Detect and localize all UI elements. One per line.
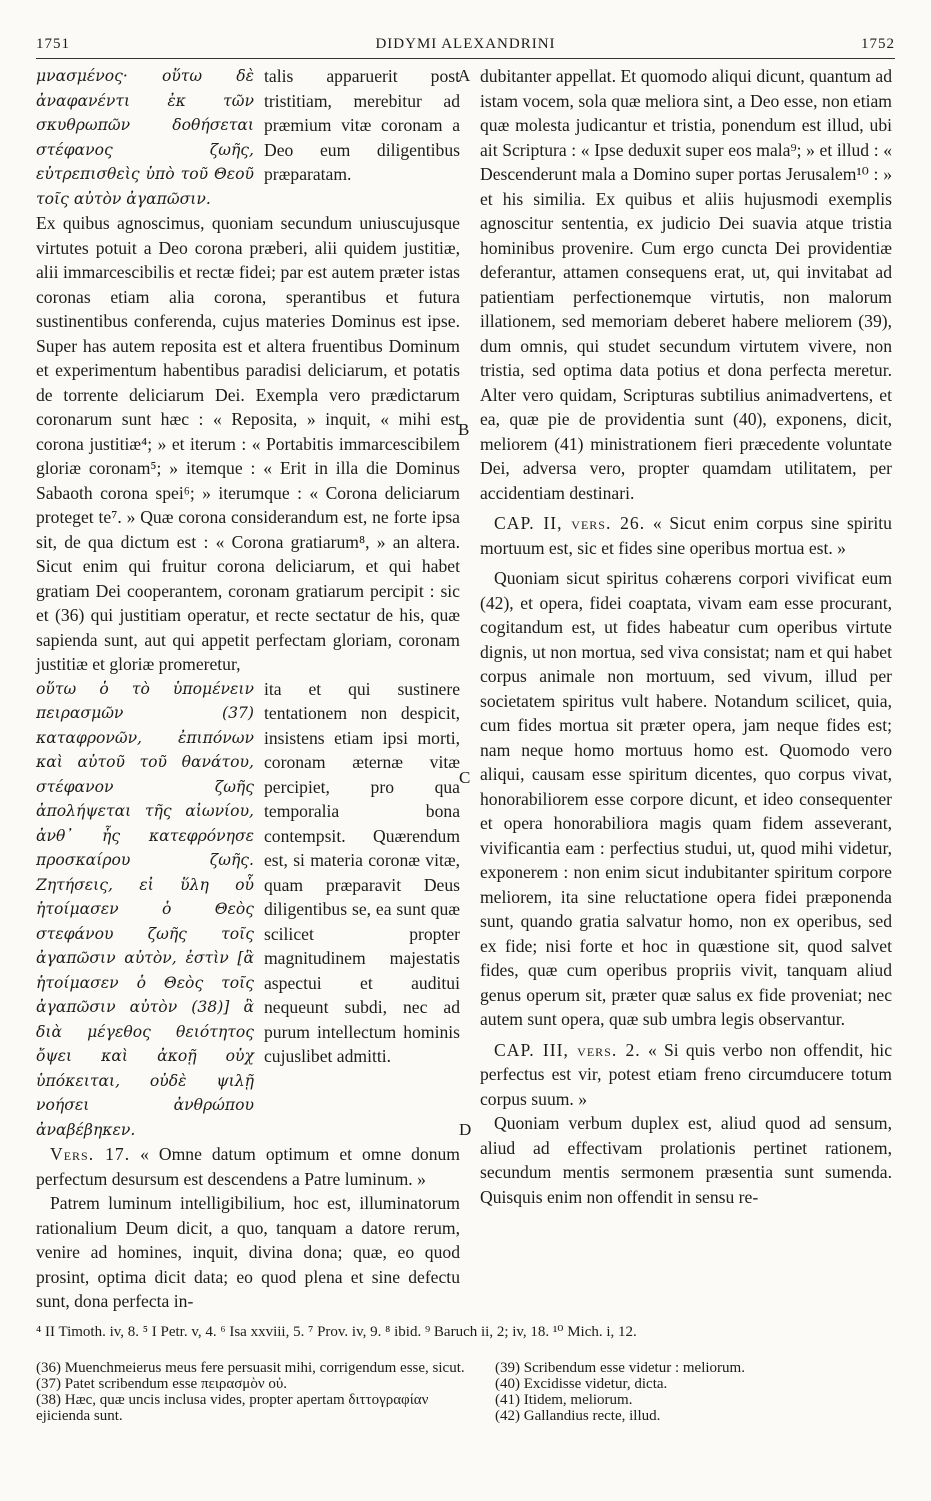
paragraph-dubitanter: dubitanter appellat. Et quomodo aliqui dicunt, quantum ad istam vocem, sola quæ meliora sint, a Deo esse, non etiam quæ molesta judicantur et tristia, ponendum est illud, ubi ait Scriptura : « Ipse deduxit super eos mala⁹; » et illud : « Descenderunt mala a Domino super portas Jerusalem¹⁰ : » et his similia. Ex quibus et aliis hujusmodi exemplis agnoscitur sententia, ex judicio Dei suavia atque tristia hominibus provenire. Cum ergo cuncta Dei providentiæ deferantur, attamen consequens erat, ut, qui invitabat ad patientiam perfectionemque virtutis, non malorum illationem, sed memoriam deberet habere meliorem (39), dum omnis, qui studet secundum virtutem vivere, non tristia, sed optima data potius et dona perfecta meretur. Alter vero quidam, Scripturas subtilius animadvertens, et ea, quæ pie de providentia sunt (40), exponens, dicit, meliorem (41) ministrationem fieri præcedente voluntate Dei, adversa vero, propter quamdam utilitatem, per accidentiam destinari.: [480, 66, 892, 503]
footnote: (42) Gallandius recte, illud.: [495, 1408, 661, 1424]
chapter-2-text: « Sicut enim corpus sine spiritu mortuum est, sic et fides sine operibus mortua est. »: [480, 513, 892, 558]
verse-17-text: « Omne datum optimum et omne donum perfectum desursum est descendens a Patre luminum. »: [36, 1144, 460, 1189]
paragraph-verbum-duplex: Quoniam verbum duplex est, aliud quod ad sensum, aliud ad effectivam prolationis pertinet rationem, secundum mentis sermonem præsentia sunt sumenda. Quisquis enim non offendit in sensu re-: [480, 1113, 892, 1207]
verse-17: [36, 1142, 460, 1191]
chapter-3-verse-2: [480, 1038, 892, 1112]
footnote: (40) Excidisse videtur, dicta.: [495, 1376, 668, 1392]
paragraph-patrem-luminum: Patrem luminum intelligibilium, hoc est, illuminatorum rationalium Deum dicit, a quo, tanquam a datore rerum, venire ad homines, inquit, divina dona; quæ, eo quod prosint, optima dicit data; eo quod plena et sine defectu sunt, dona perfecta in-: [36, 1193, 460, 1311]
latin-text-1: talis apparuerit post tristitiam, merebitur ad præmium vitæ coronam a Deo eum diligentibus præparatam.: [264, 66, 460, 184]
margin-letter-b: B: [458, 420, 470, 439]
margin-letter-d: D: [459, 1120, 472, 1139]
margin-letter-a: A: [458, 66, 471, 85]
margin-letter-c: C: [459, 768, 471, 787]
verse-17-label: Vers. 17.: [50, 1144, 131, 1164]
parallel-text-1: [36, 64, 460, 211]
paragraph-spiritus: Quoniam sicut spiritus cohærens corpori vivificat eum (42), et opera, fidei coaptata, vivam eam esse procurant, cogitandum est, ut fides habeatur cum operibus virtute dignis, ut non mortua, sed viva consistat; nam et qui habet corpus animale non mortuum, sed vivum, illud per societatem spiritus vult habere. Notandum scilicet, quia, cum fides mortua sit præter opera, jam neque fides est; nam neque homo mortuus homo est. Quomodo vero aliqui, causam esse spiritum dicentes, quo corpus vivat, honorabiliorem esse corpore dicunt, et ideo consequenter et opera honorabiliora magis quam fidem asseverant, vivificantia eam : perfectius studui, ut, quod mihi videtur, exponerem : non enim sicut indubitanter spiritum corpore meliorem, ita sine reluctatione opera fidei præponenda sunt, quando gratia salvatur homo, non ex operibus, sed ex fide; nisi forte et hoc in quæstione sit, quod salvet fides, quæ cum operibus propriis vivit, tanquam aliud genus operum sit, præter quæ salus ex fide proveniat; nec autem sunt opera, quæ sub umbra legis observantur.: [480, 568, 892, 1029]
running-title: DIDYMI ALEXANDRINI: [375, 36, 556, 52]
footnote: (38) Hæc, quæ uncis inclusa vides, propter apertam διττογραφίαν ejicienda sunt.: [36, 1392, 429, 1424]
left-column: [36, 64, 460, 1314]
greek-text-2: οὕτω ὁ τὸ ὑπομένειν πειρασμῶν (37) καταφρονῶν, ἐπιπόνων καὶ αὐτοῦ τοῦ θανάτου, στέφανον ζωῆς ἀπολήψεται τῆς αἰωνίου, ἀνθ᾽ ἧς κατεφρόνησε προσκαίρου ζωῆς. Ζητήσεις, εἰ ὕλη οὗ ἡτοίμασεν ὁ Θεὸς στεφάνου ζωῆς τοῖς ἀγαπῶσιν αὐτὸν, ἐστὶν [ἃ ἡτοίμασεν ὁ Θεὸς τοῖς ἀγαπῶσιν αὐτὸν (38)] ἃ διὰ μέγεθος θειότητος ὄψει καὶ ἀκοῇ οὐχ ὑπόκειται, οὐδὲ ψιλῇ νοήσει ἀνθρώπου ἀναβέβηκεν.: [36, 679, 254, 1139]
chapter-2-label: CAP. II, vers. 26.: [494, 513, 646, 533]
parallel-text-2: [36, 677, 460, 1143]
page-number-right: 1752: [861, 36, 895, 52]
chapter-2-verse-26: [480, 511, 892, 560]
scripture-references: ⁴ II Timoth. iv, 8. ⁵ I Petr. v, 4. ⁶ Isa xxviii, 5. ⁷ Prov. iv, 9. ⁸ ibid. ⁹ Baruch ii, 2; iv, 18. ¹⁰ Mich. i, 12.: [36, 1324, 637, 1340]
footnote: (39) Scribendum esse videtur : meliorum.: [495, 1360, 745, 1376]
footnote: (37) Patet scribendum esse πειρασμὸν οὐ.: [36, 1376, 288, 1392]
footnotes-right: [495, 1360, 895, 1424]
paragraph-coronae: Ex quibus agnoscimus, quoniam secundum uniuscujusque virtutes potuit a Deo corona præberi, alii quidem justitiæ, alii immarcescibilis et rectæ fidei; par est autem præter istas coronas etiam alia corona, sperantibus et futura sustinentibus conferenda, cujus materies Dominus est ipse. Super has autem reposita est et altera fruentibus Dominum et experimentum habentibus paradisi deliciarum, et potatis de torrente deliciarum Dei. Exempla vero prædictarum coronarum sunt hæc : « Reposita, » inquit, « mihi est corona justitiæ⁴; » et iterum : « Portabitis immarcescibilem gloriæ coronam⁵; » itemque : « Erit in illa die Dominus Sabaoth corona spei⁶; » iterumque : « Corona deliciarum proteget te⁷. » Quæ corona considerandum est, ne forte ipsa sit, de qua dictum est : « Corona gratiarum⁸, » an altera. Sicut enim qui fruitur corona deliciarum, et qui habet gratiam Dei cooperantem, coronam gratiarum percipit : sic et (36) qui justitiam operatur, et recte sectatur de his, quæ sapienda sunt, aut qui appetit perfectam gloriam, coronam justitiæ et gloriæ promeretur,: [36, 213, 460, 674]
chapter-3-label: CAP. III, vers. 2.: [494, 1039, 641, 1060]
footnote: (41) Itidem, meliorum.: [495, 1392, 633, 1408]
greek-text-1: μνασμένος· οὕτω δὲ ἀναφανέντι ἐκ τῶν σκυθρωπῶν δοθήσεται στέφανος ζωῆς, εὐτρεπισθεὶς ὑπὸ τοῦ Θεοῦ τοῖς αὐτὸν ἀγαπῶσιν.: [36, 67, 254, 208]
right-column: [480, 64, 892, 1209]
footnotes: [36, 1360, 895, 1424]
chapter-3-text: « Si quis verbo non offendit, hic perfectus est vir, potest etiam freno circumducere totum corpus suum. »: [480, 1039, 892, 1109]
running-header: [36, 34, 895, 59]
footnote: (36) Muenchmeierus meus fere persuasit mihi, corrigendum esse, sicut.: [36, 1360, 465, 1376]
notes-section: [36, 1322, 895, 1424]
footnotes-left: [36, 1360, 466, 1424]
page-number-left: 1751: [36, 36, 70, 52]
latin-text-2: ita et qui sustinere tentationem non despicit, insistens etiam ipsi morti, coronam æternæ vitæ percipiet, pro qua temporalia bona contempsit. Quærendum est, si materia coronæ vitæ, quam præparavit Deus diligentibus se, ea sunt quæ scilicet propter magnitudinem majestatis aspectui et auditui nequeunt subdi, nec ad purum intellectum hominis cujuslibet admitti.: [264, 678, 460, 1066]
